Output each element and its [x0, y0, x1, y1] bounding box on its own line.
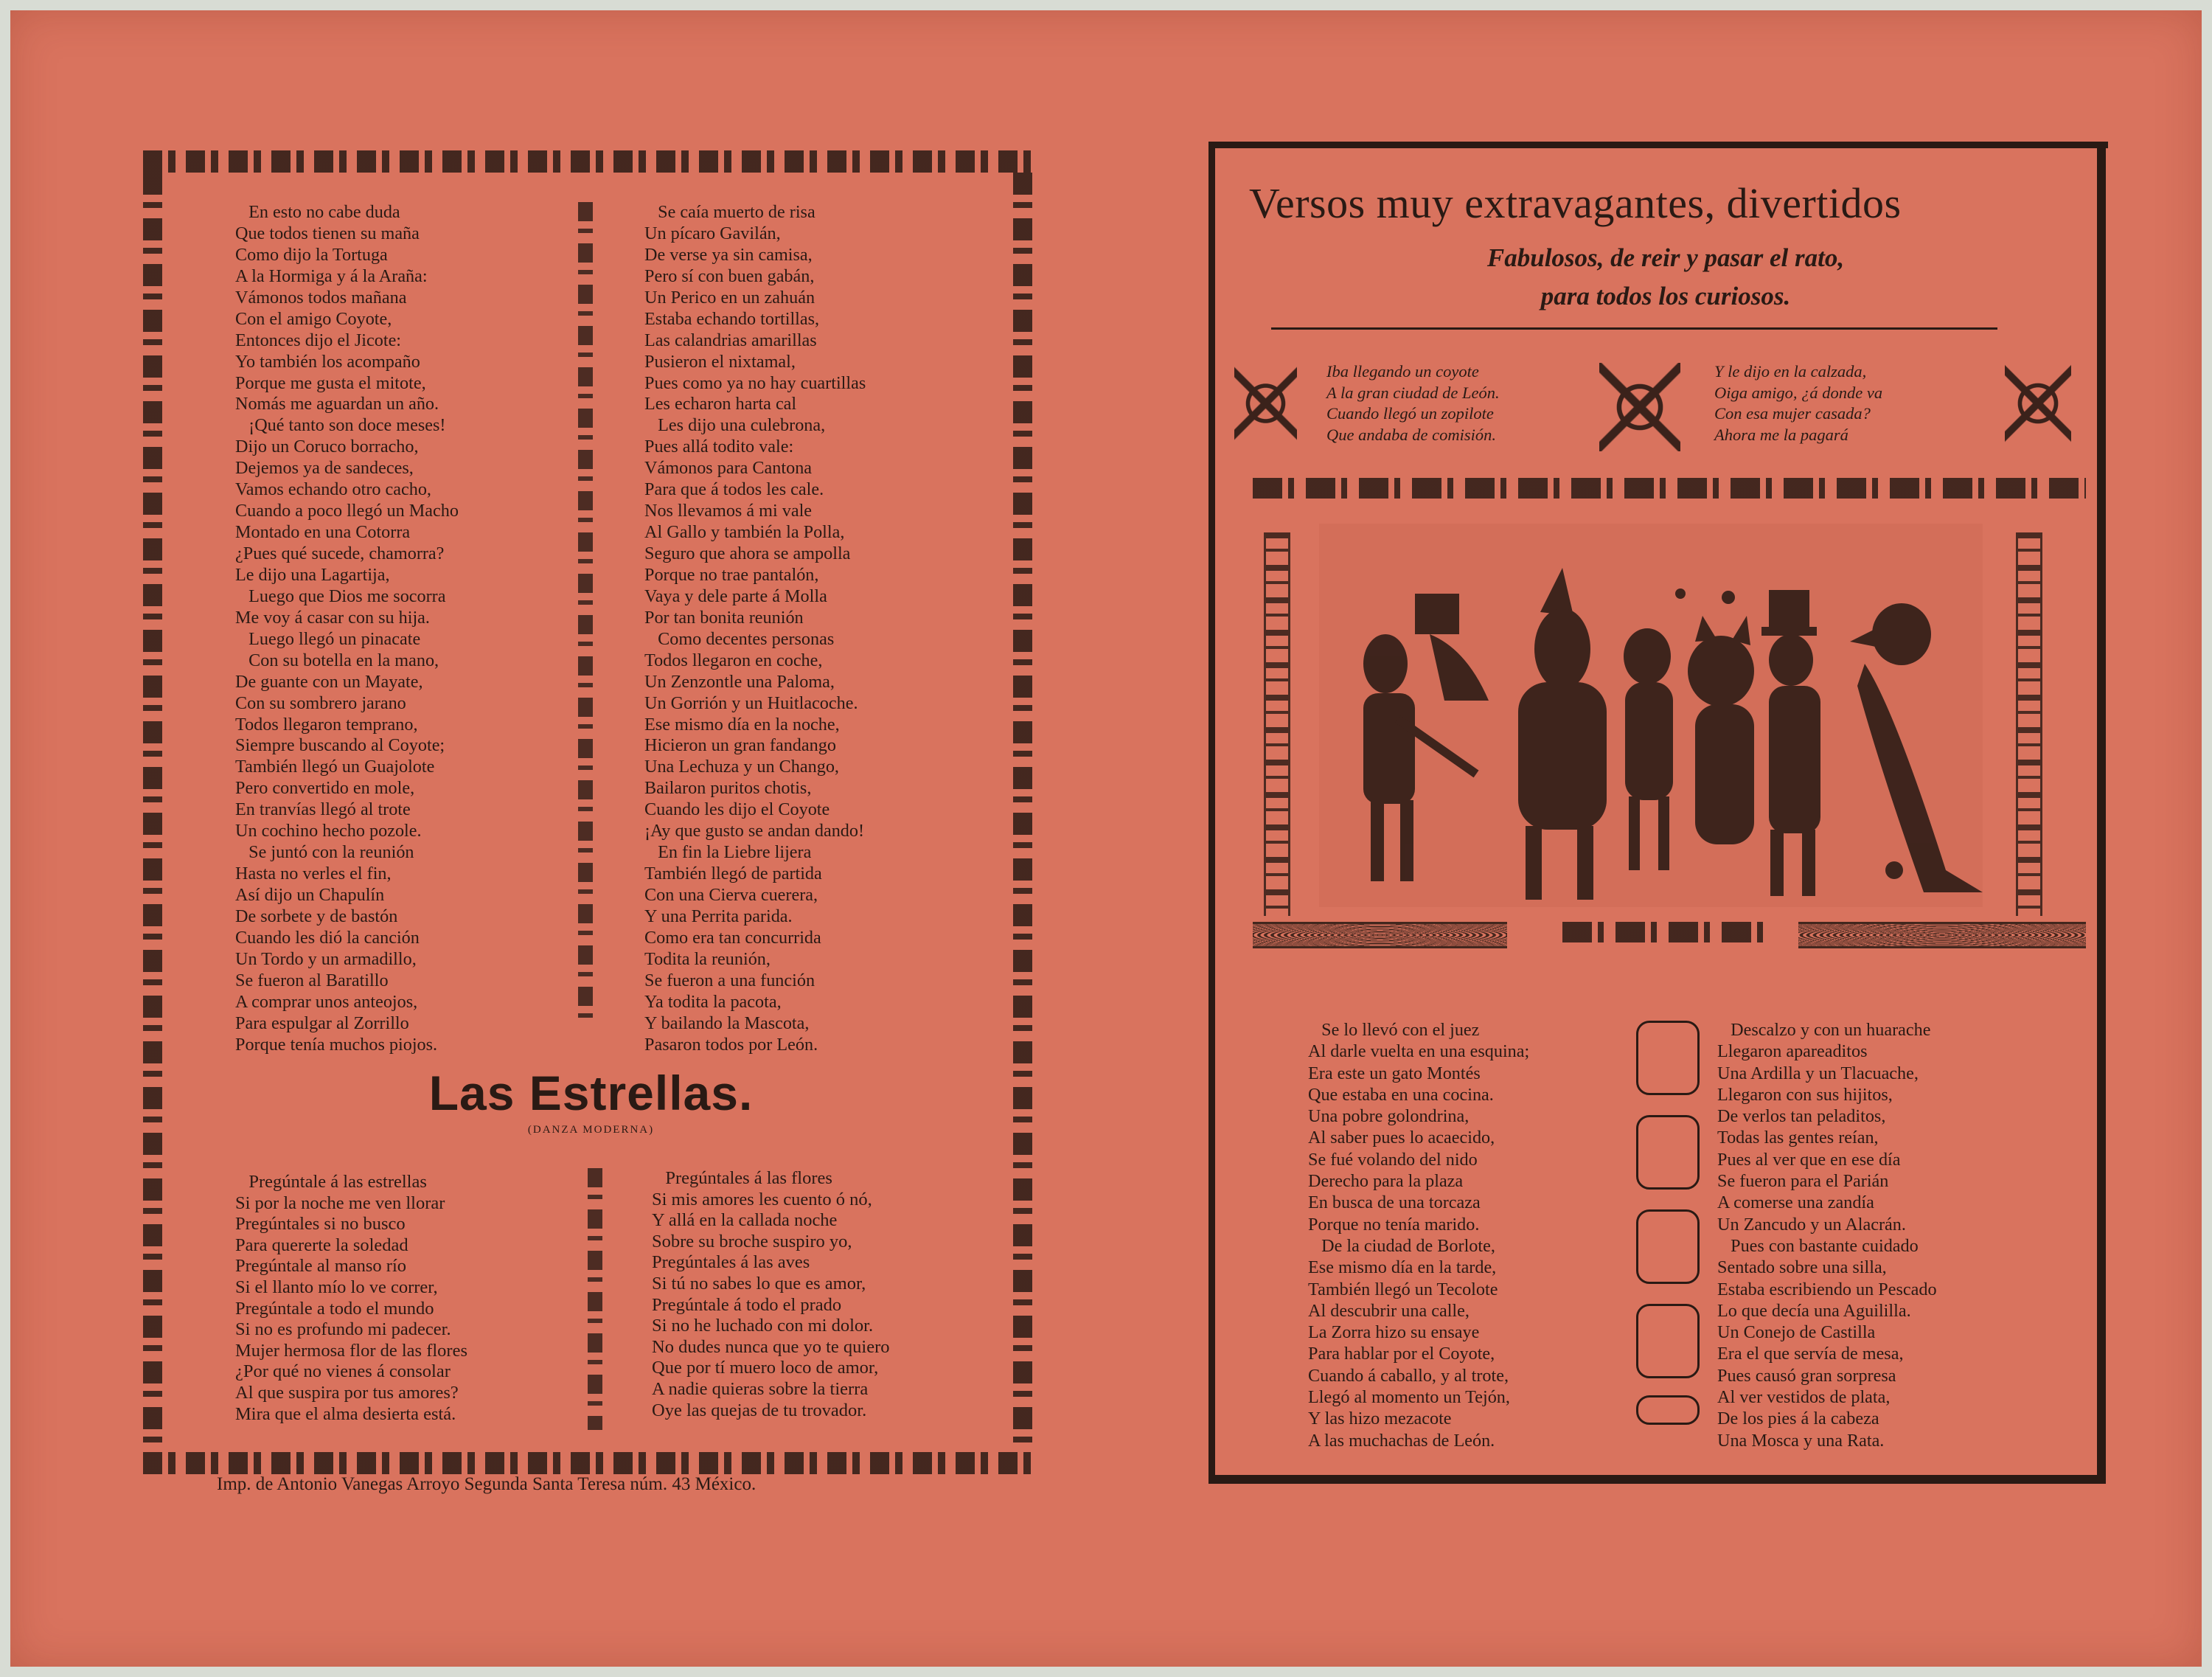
- verse-line: Le dijo una Lagartija,: [235, 564, 390, 585]
- verse-line: De la ciudad de Borlote,: [1308, 1235, 1495, 1256]
- verse-line: Derecho para la plaza: [1308, 1171, 1464, 1192]
- verse-line: A comerse una zandía: [1717, 1192, 1874, 1213]
- verse-line: Ahora me la pagará: [1714, 425, 1848, 444]
- verse-line: Mira que el alma desierta está.: [235, 1403, 456, 1424]
- verse-line: Y allá en la callada noche: [652, 1210, 838, 1231]
- verse-line: Ya todita la pacota,: [644, 991, 782, 1012]
- verse-line: Como decentes personas: [644, 628, 835, 649]
- verse-line: Llegó al momento un Tejón,: [1308, 1387, 1510, 1408]
- scroll-ornament-2: [1636, 1115, 1700, 1190]
- verse-line: Pregúntales á las flores: [652, 1168, 832, 1188]
- verse-line: Con esa mujer casada?: [1714, 404, 1871, 423]
- verse-line: Nomás me aguardan un año.: [235, 394, 439, 414]
- verse-line: Pregúntales si no busco: [235, 1214, 406, 1235]
- verse-line: Si el llanto mío lo ve correr,: [235, 1277, 438, 1297]
- song-column-right: [652, 1168, 890, 1421]
- knot-ornament-center: [1599, 363, 1680, 451]
- lower-ornament-band-center: [1562, 922, 1773, 942]
- verse-line: Pregúntale á todo el prado: [652, 1294, 842, 1315]
- verse-line: Oye las quejas de tu trovador.: [652, 1400, 867, 1420]
- verse-line: Un Zenzontle una Paloma,: [644, 671, 835, 692]
- verse-line: Cuando a poco llegó un Macho: [235, 501, 459, 521]
- verse-line: Les dijo una culebrona,: [644, 415, 826, 436]
- poem-column-right: [644, 202, 866, 1056]
- verse-line: Cuando llegó un zopilote: [1326, 404, 1494, 423]
- left-page: [143, 150, 1039, 1463]
- verse-line: Se fueron para el Parián: [1717, 1171, 1889, 1192]
- broadside-sheet: [10, 10, 2202, 1667]
- verse-line: Hasta no verles el fin,: [235, 864, 392, 884]
- song-subtitle: (DANZA MODERNA): [527, 1124, 655, 1136]
- verse-line: Si mis amores les cuento ó nó,: [652, 1189, 872, 1209]
- verse-line: Pregúntale a todo el mundo: [235, 1298, 434, 1319]
- knot-ornament-left: [1234, 363, 1297, 444]
- verse-line: Montado en una Cotorra: [235, 522, 411, 543]
- verse-line: Un Zancudo y un Alacrán.: [1717, 1214, 1906, 1235]
- verse-line: Que estaba en una cocina.: [1308, 1084, 1494, 1105]
- scroll-ornament-5: [1636, 1395, 1700, 1425]
- verse-line: Un cochino hecho pozole.: [235, 821, 422, 841]
- frame-top: [1208, 142, 2108, 148]
- verse-line: Con su sombrero jarano: [235, 692, 406, 713]
- verse-line: Con su botella en la mano,: [235, 650, 439, 670]
- verse-line: Yo también los acompaño: [235, 351, 420, 372]
- verse-line: Se lo llevó con el juez: [1308, 1020, 1480, 1040]
- verse-line: Luego que Dios me socorra: [235, 586, 446, 606]
- verse-line: En tranvías llegó al trote: [235, 799, 411, 820]
- verse-line: A las muchachas de León.: [1308, 1430, 1495, 1451]
- verse-line: Oiga amigo, ¿á donde va: [1714, 383, 1883, 402]
- verse-line: Si tú no sabes lo que es amor,: [652, 1273, 866, 1294]
- verse-line: De verse ya sin camisa,: [644, 244, 813, 265]
- verse-line: Ese mismo día en la noche,: [644, 714, 840, 735]
- verse-line: Pregúntale al manso río: [235, 1256, 407, 1277]
- verse-line: Iba llegando un coyote: [1326, 362, 1479, 381]
- verse-line: Para hablar por el Coyote,: [1308, 1344, 1495, 1364]
- verse-line: Para que á todos les cale.: [644, 479, 824, 500]
- verse-line: Pues al ver que en ese día: [1717, 1149, 1901, 1170]
- verse-line: Pasaron todos por León.: [644, 1034, 818, 1055]
- verse-line: Que todos tienen su maña: [235, 223, 420, 243]
- verse-line: Me voy á casar con su hija.: [235, 607, 430, 628]
- verse-line: Les echaron harta cal: [644, 394, 797, 414]
- verse-line: Todas las gentes reían,: [1717, 1128, 1879, 1148]
- lower-vine-band-left: [1253, 922, 1507, 948]
- right-poem-column-right: [1717, 1019, 1937, 1451]
- verse-line: Descalzo y con un huarache: [1717, 1020, 1931, 1040]
- verse-line: Entonces dijo el Jicote:: [235, 330, 402, 350]
- subtitle-line-2: para todos los curiosos.: [1540, 282, 1791, 310]
- verse-line: Para quererte la soledad: [235, 1235, 408, 1255]
- verse-line: Por tan bonita reunión: [644, 607, 804, 628]
- scroll-ornament-1: [1636, 1021, 1700, 1095]
- verse-line: También llegó de partida: [644, 864, 822, 884]
- verse-line: A nadie quieras sobre la tierra: [652, 1378, 869, 1399]
- subtitle-line-1: Fabulosos, de reir y pasar el rato,: [1486, 243, 1845, 272]
- upper-ornament-band: [1253, 478, 2086, 499]
- lower-vine-band-right: [1798, 922, 2086, 948]
- verse-line: Una Ardilla y un Tlacuache,: [1717, 1063, 1919, 1083]
- verse-line: Todos llegaron temprano,: [235, 714, 418, 735]
- verse-line: Estaba escribiendo un Pescado: [1717, 1279, 1937, 1299]
- verse-line: Llegaron con sus hijitos,: [1717, 1084, 1893, 1105]
- verse-line: Cuando les dió la canción: [235, 927, 420, 948]
- verse-line: Vámonos todos mañana: [235, 287, 407, 308]
- verse-line: ¿Pues qué sucede, chamorra?: [235, 544, 445, 563]
- verse-line: Como dijo la Tortuga: [235, 244, 388, 265]
- verse-line: Para espulgar al Zorrillo: [235, 1013, 409, 1033]
- verse-line: Dijo un Coruco borracho,: [235, 437, 419, 457]
- poem-column-left: [235, 202, 459, 1056]
- verse-line: La Zorra hizo su ensaye: [1308, 1322, 1480, 1343]
- verse-line: Cuando les dijo el Coyote: [644, 799, 830, 820]
- verse-line: Se fueron al Baratillo: [235, 970, 389, 990]
- verse-line: Era este un gato Montés: [1308, 1063, 1481, 1083]
- verse-line: Pregúntale á las estrellas: [235, 1172, 427, 1192]
- verse-line: Sentado sobre una silla,: [1717, 1257, 1887, 1278]
- verse-line: Con el amigo Coyote,: [235, 308, 392, 329]
- left-vine-ornament: [1264, 532, 1290, 916]
- verse-line: Se juntó con la reunión: [235, 842, 414, 863]
- song-title: Las Estrellas.: [428, 1066, 754, 1120]
- scroll-ornament-3: [1636, 1209, 1700, 1284]
- verse-line: Vamos echando otro cacho,: [235, 479, 431, 500]
- verse-line: A la gran ciudad de León.: [1326, 383, 1500, 402]
- verse-line: Siempre buscando al Coyote;: [235, 735, 445, 756]
- verse-line: En busca de una torcaza: [1308, 1192, 1481, 1213]
- verse-line: Cuando á caballo, y al trote,: [1308, 1365, 1509, 1386]
- frame-bottom: [1208, 1475, 2106, 1484]
- verse-line: Hicieron un gran fandango: [644, 735, 836, 756]
- frame-right: [2097, 142, 2106, 1484]
- verse-line: Un Tordo y un armadillo,: [235, 948, 417, 969]
- verse-line: De los pies á la cabeza: [1717, 1409, 1879, 1429]
- top-border-ornament: [143, 150, 1039, 173]
- verse-line: ¡Ay que gusto se andan dando!: [644, 821, 865, 841]
- verse-line: Así dijo un Chapulín: [235, 885, 385, 905]
- page-title: Versos muy extravagantes, divertidos: [1249, 179, 1902, 227]
- verse-line: Una Mosca y una Rata.: [1717, 1430, 1885, 1451]
- verse-line: Dejemos ya de sandeces,: [235, 458, 414, 479]
- verse-line: Pues con bastante cuidado: [1717, 1235, 1919, 1256]
- verse-line: Al ver vestidos de plata,: [1717, 1387, 1891, 1408]
- verse-line: Si no es profundo mi padecer.: [235, 1319, 451, 1340]
- song-column-separator-ornament: [588, 1168, 602, 1430]
- verse-line: Un pícaro Gavilán,: [644, 223, 781, 243]
- left-border-ornament: [143, 173, 162, 1452]
- printer-imprint: Imp. de Antonio Vanegas Arroyo Segunda Santa Teresa núm. 43 México.: [217, 1474, 757, 1494]
- verse-line: Pues como ya no hay cuartillas: [644, 372, 866, 393]
- knot-ornament-right: [2005, 363, 2071, 444]
- verse-line: Pregúntales á las aves: [652, 1252, 810, 1273]
- verse-line: De verlos tan peladitos,: [1717, 1106, 1886, 1127]
- verse-line: Sobre su broche suspiro yo,: [652, 1231, 852, 1251]
- verse-line: Pues causó gran sorpresa: [1717, 1365, 1896, 1386]
- intro-verse-right: [1714, 361, 1882, 445]
- verse-line: Se fué volando del nido: [1308, 1149, 1478, 1170]
- verse-line: Si por la noche me ven llorar: [235, 1192, 445, 1213]
- title-rule: [1271, 327, 1997, 330]
- verse-line: Un Conejo de Castilla: [1717, 1322, 1876, 1343]
- verse-line: Y una Perrita parida.: [644, 906, 793, 926]
- verse-line: Y bailando la Mascota,: [644, 1013, 810, 1033]
- verse-line: Como era tan concurrida: [644, 927, 821, 948]
- right-vine-ornament: [2016, 532, 2042, 916]
- frame-left: [1208, 142, 1215, 1484]
- verse-line: Ese mismo día en la tarde,: [1308, 1257, 1497, 1278]
- right-page: [1208, 142, 2115, 1491]
- verse-line: Bailaron puritos chotis,: [644, 778, 812, 799]
- verse-line: Pero sí con buen gabán,: [644, 265, 815, 286]
- verse-line: Se fueron a una función: [644, 970, 815, 990]
- animals-woodcut-illustration: [1319, 524, 1983, 907]
- verse-line: ¡Qué tanto son doce meses!: [235, 415, 446, 436]
- intro-verse-left: [1326, 361, 1500, 445]
- verse-line: Con una Cierva cuerera,: [644, 885, 818, 905]
- verse-line: Llegaron apareaditos: [1717, 1041, 1868, 1062]
- verse-line: A comprar unos anteojos,: [235, 991, 418, 1012]
- verse-line: Que por tí muero loco de amor,: [652, 1358, 879, 1378]
- verse-line: Porque no trae pantalón,: [644, 564, 819, 585]
- verse-line: Luego llegó un pinacate: [235, 628, 421, 649]
- verse-line: Al Gallo y también la Polla,: [644, 522, 845, 543]
- verse-line: Estaba echando tortillas,: [644, 308, 820, 329]
- verse-line: Y las hizo mezacote: [1308, 1409, 1452, 1429]
- verse-line: Se caía muerto de risa: [644, 202, 815, 222]
- verse-line: Porque me gusta el mitote,: [235, 372, 426, 393]
- song-column-left: [235, 1172, 467, 1425]
- verse-line: ¿Por qué no vienes á consolar: [235, 1361, 451, 1382]
- verse-line: Pusieron el nixtamal,: [644, 351, 796, 372]
- verse-line: De sorbete y de bastón: [235, 906, 398, 926]
- scroll-ornament-4: [1636, 1304, 1700, 1378]
- verse-line: Vámonos para Cantona: [644, 458, 813, 479]
- verse-line: Y le dijo en la calzada,: [1714, 362, 1867, 381]
- verse-line: Nos llevamos á mi vale: [644, 501, 813, 521]
- verse-line: También llegó un Guajolote: [235, 757, 435, 777]
- verse-line: Las calandrias amarillas: [644, 330, 817, 350]
- verse-line: En esto no cabe duda: [235, 202, 400, 222]
- verse-line: Que andaba de comisión.: [1326, 425, 1496, 444]
- bottom-border-ornament: [143, 1452, 1039, 1474]
- verse-line: Todita la reunión,: [644, 948, 771, 969]
- verse-line: También llegó un Tecolote: [1308, 1279, 1498, 1299]
- verse-line: Una pobre golondrina,: [1308, 1106, 1470, 1127]
- verse-line: Al saber pues lo acaecido,: [1308, 1128, 1495, 1148]
- verse-line: Si no he luchado con mi dolor.: [652, 1316, 874, 1336]
- verse-line: A la Hormiga y á la Araña:: [235, 265, 428, 286]
- verse-line: Vaya y dele parte á Molla: [644, 586, 827, 606]
- verse-line: Una Lechuza y un Chango,: [644, 757, 839, 777]
- verse-line: Un Perico en un zahuán: [644, 287, 815, 308]
- verse-line: Pues allá todito vale:: [644, 437, 794, 457]
- verse-line: De guante con un Mayate,: [235, 671, 423, 692]
- verse-line: En fin la Liebre lijera: [644, 842, 812, 863]
- verse-line: Al que suspira por tus amores?: [235, 1382, 459, 1403]
- verse-line: Un Gorrión y un Huitlacoche.: [644, 692, 858, 713]
- verse-line: Porque tenía muchos piojos.: [235, 1034, 438, 1055]
- verse-line: Era el que servía de mesa,: [1717, 1344, 1904, 1364]
- verse-line: Al descubrir una calle,: [1308, 1300, 1470, 1321]
- verse-line: Mujer hermosa flor de las flores: [235, 1340, 467, 1361]
- verse-line: Lo que decía una Aguililla.: [1717, 1300, 1911, 1321]
- verse-line: Porque no tenía marido.: [1308, 1214, 1480, 1235]
- verse-line: Todos llegaron en coche,: [644, 650, 823, 670]
- verse-line: Al darle vuelta en una esquina;: [1308, 1041, 1530, 1062]
- right-border-ornament: [1013, 173, 1032, 1452]
- right-poem-column-left: [1308, 1019, 1529, 1451]
- verse-line: No dudes nunca que yo te quiero: [652, 1336, 890, 1357]
- column-separator-ornament: [578, 202, 593, 1028]
- verse-line: Pero convertido en mole,: [235, 778, 415, 799]
- verse-line: Seguro que ahora se ampolla: [644, 544, 851, 563]
